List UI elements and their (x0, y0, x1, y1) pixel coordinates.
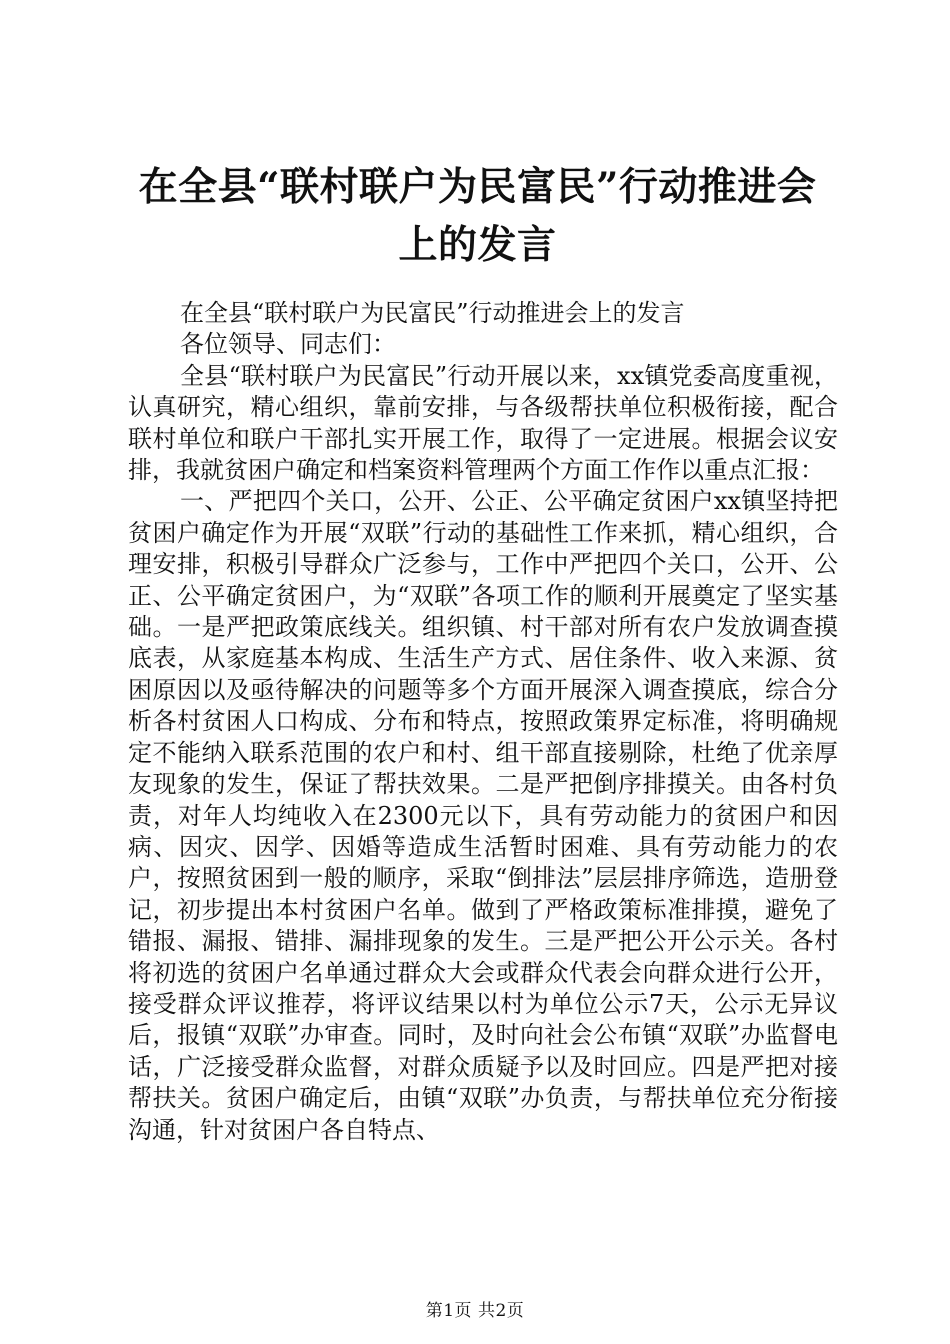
document-body (128, 298, 838, 1146)
body-paragraph: 全县“联村联户为民富民”行动开展以来，xx镇党委高度重视，认真研究，精心组织，靠前安排，与各级帮扶单位积极衔接，配合联村单位和联户干部扎实开展工作，取得了一定进展。根据会议安排，我就贫困户确定和档案资料管理两个方面工作作以重点汇报： (128, 361, 838, 485)
document-title: 在全县“联村联户为民富民”行动推进会上的发言 (138, 164, 817, 268)
body-paragraph: 一、严把四个关口，公开、公正、公平确定贫困户xx镇坚持把贫困户确定作为开展“双联”行动的基础性工作来抓，精心组织，合理安排，积极引导群众广泛参与，工作中严把四个关口，公开、公正、公平确定贫困户，为“双联”各项工作的顺利开展奠定了坚实基础。一是严把政策底线关。组织镇、村干部对所有农户发放调查摸底表，从家庭基本构成、生活生产方式、居住条件、收入来源、贫困原因以及亟待解决的问题等多个方面开展深入调查摸底，综合分析各村贫困人口构成、分布和特点，按照政策界定标准，将明确规定不能纳入联系范围的农户和村、组干部直接剔除，杜绝了优亲厚友现象的发生，保证了帮扶效果。二是严把倒序排摸关。由各村负责，对年人均纯收入在2300元以下，具有劳动能力的贫困户和因病、因灾、因学、因婚等造成生活暂时困难、具有劳动能力的农户，按照贫困到一般的顺序，采取“倒排法”层层排序筛选，造册登记，初步提出本村贫困户名单。做到了严格政策标准排摸，避免了错报、漏报、错排、漏排现象的发生。三是严把公开公示关。各村将初选的贫困户名单通过群众大会或群众代表会向群众进行公开，接受群众评议推荐，将评议结果以村为单位公示7天，公示无异议后，报镇“双联”办审查。同时，及时向社会公布镇“双联”办监督电话，广泛接受群众监督，对群众质疑予以及时回应。四是严把对接帮扶关。贫困户确定后，由镇“双联”办负责，与帮扶单位充分衔接沟通，针对贫困户各自特点、 (128, 487, 838, 1144)
page-number-footer: 第1页 共2页 (425, 1301, 525, 1321)
salutation-paragraph: 各位领导、同志们： (180, 330, 396, 359)
subtitle-paragraph: 在全县“联村联户为民富民”行动推进会上的发言 (180, 299, 685, 327)
